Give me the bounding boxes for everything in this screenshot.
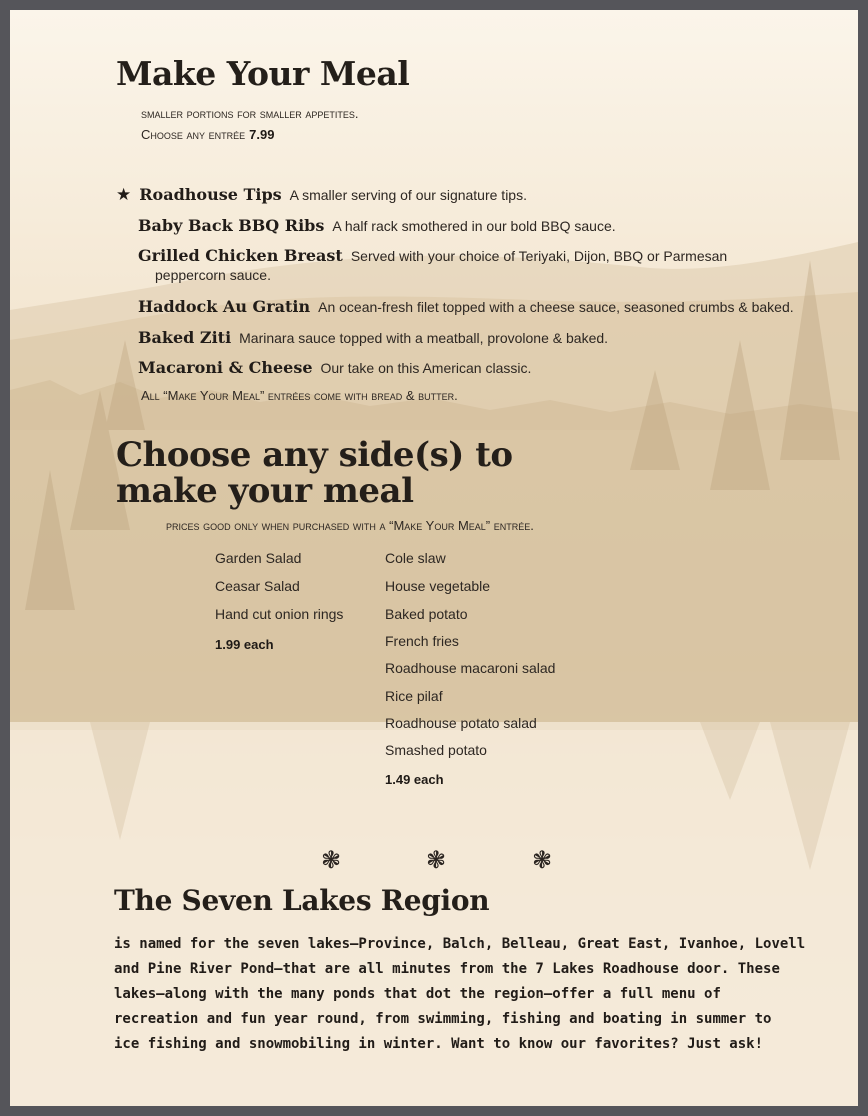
entree-name: Baked Ziti: [138, 328, 232, 347]
entree-name: Grilled Chicken Breast: [138, 246, 343, 265]
entree-item: [138, 358, 531, 378]
entree-name: Macaroni & Cheese: [138, 358, 313, 377]
side-item: Roadhouse macaroni salad: [385, 660, 556, 676]
side-item: French fries: [385, 633, 459, 649]
menu-page: [10, 10, 858, 1106]
entree-description: A half rack smothered in our bold BBQ sauce.: [332, 218, 616, 234]
side-item: Rice pilaf: [385, 688, 443, 704]
choose-entree-line: [141, 126, 274, 144]
entree-item: [138, 297, 794, 317]
choose-entree-text: Choose any entrée: [141, 127, 246, 142]
entree-description: A smaller serving of our signature tips.: [289, 187, 527, 203]
sides-price-note: prices good only when purchased with a “Make Your Meal” entrée.: [166, 518, 534, 533]
entree-item: [138, 216, 616, 236]
seven-lakes-title: The Seven Lakes Region: [114, 884, 490, 917]
entree-name: Haddock Au Gratin: [138, 297, 311, 316]
side-item: Garden Salad: [215, 550, 302, 566]
flower-ornament-icon: ❃: [426, 847, 447, 874]
entree-item: [116, 185, 527, 205]
flower-ornament-icon: ❃: [532, 847, 553, 874]
entree-description: An ocean-fresh filet topped with a cheese sauce, seasoned crumbs & baked.: [318, 299, 794, 315]
entree-item: [138, 246, 727, 266]
seven-lakes-line: recreation and fun year round, from swimming, fishing and boating in summer to: [114, 1011, 772, 1027]
side-item: House vegetable: [385, 578, 491, 594]
entree-name: Roadhouse Tips: [139, 185, 282, 204]
side-item: Roadhouse potato salad: [385, 715, 537, 731]
seven-lakes-line: is named for the seven lakes—Province, Balch, Belleau, Great East, Ivanhoe, Lovell: [114, 936, 806, 952]
entree-description-continued: peppercorn sauce.: [155, 267, 271, 283]
make-your-meal-title: Make Your Meal: [116, 54, 410, 93]
entree-item: [138, 328, 608, 348]
seven-lakes-line: ice fishing and snowmobiling in winter. Want to know our favorites? Just ask!: [114, 1036, 764, 1052]
side-item: Smashed potato: [385, 742, 487, 758]
entree-description: Our take on this American classic.: [320, 360, 532, 376]
side-item: Cole slaw: [385, 550, 446, 566]
sides-title-line2: make your meal: [116, 471, 414, 511]
side-item: Ceasar Salad: [215, 578, 300, 594]
sides-title-line1: Choose any side(s) to: [116, 435, 513, 475]
left-sides-price: 1.99 each: [215, 637, 274, 652]
side-item: Baked potato: [385, 606, 468, 622]
side-item: Hand cut onion rings: [215, 606, 344, 622]
entree-note: All “Make Your Meal” entrées come with bread & butter.: [141, 388, 458, 403]
seven-lakes-line: lakes—along with the many ponds that dot the region—offer a full menu of: [114, 986, 721, 1002]
make-your-meal-subtitle: smaller portions for smaller appetites.: [141, 106, 359, 121]
entree-price: 7.99: [249, 127, 275, 142]
entree-description: Marinara sauce topped with a meatball, provolone & baked.: [239, 330, 609, 346]
flower-ornament-icon: ❃: [321, 847, 342, 874]
seven-lakes-line: and Pine River Pond—that are all minutes from the 7 Lakes Roadhouse door. These: [114, 961, 780, 977]
right-sides-price: 1.49 each: [385, 772, 444, 787]
entree-name: Baby Back BBQ Ribs: [138, 216, 325, 235]
star-icon: ★: [116, 185, 132, 204]
entree-description: Served with your choice of Teriyaki, Dijon, BBQ or Parmesan: [350, 248, 728, 264]
